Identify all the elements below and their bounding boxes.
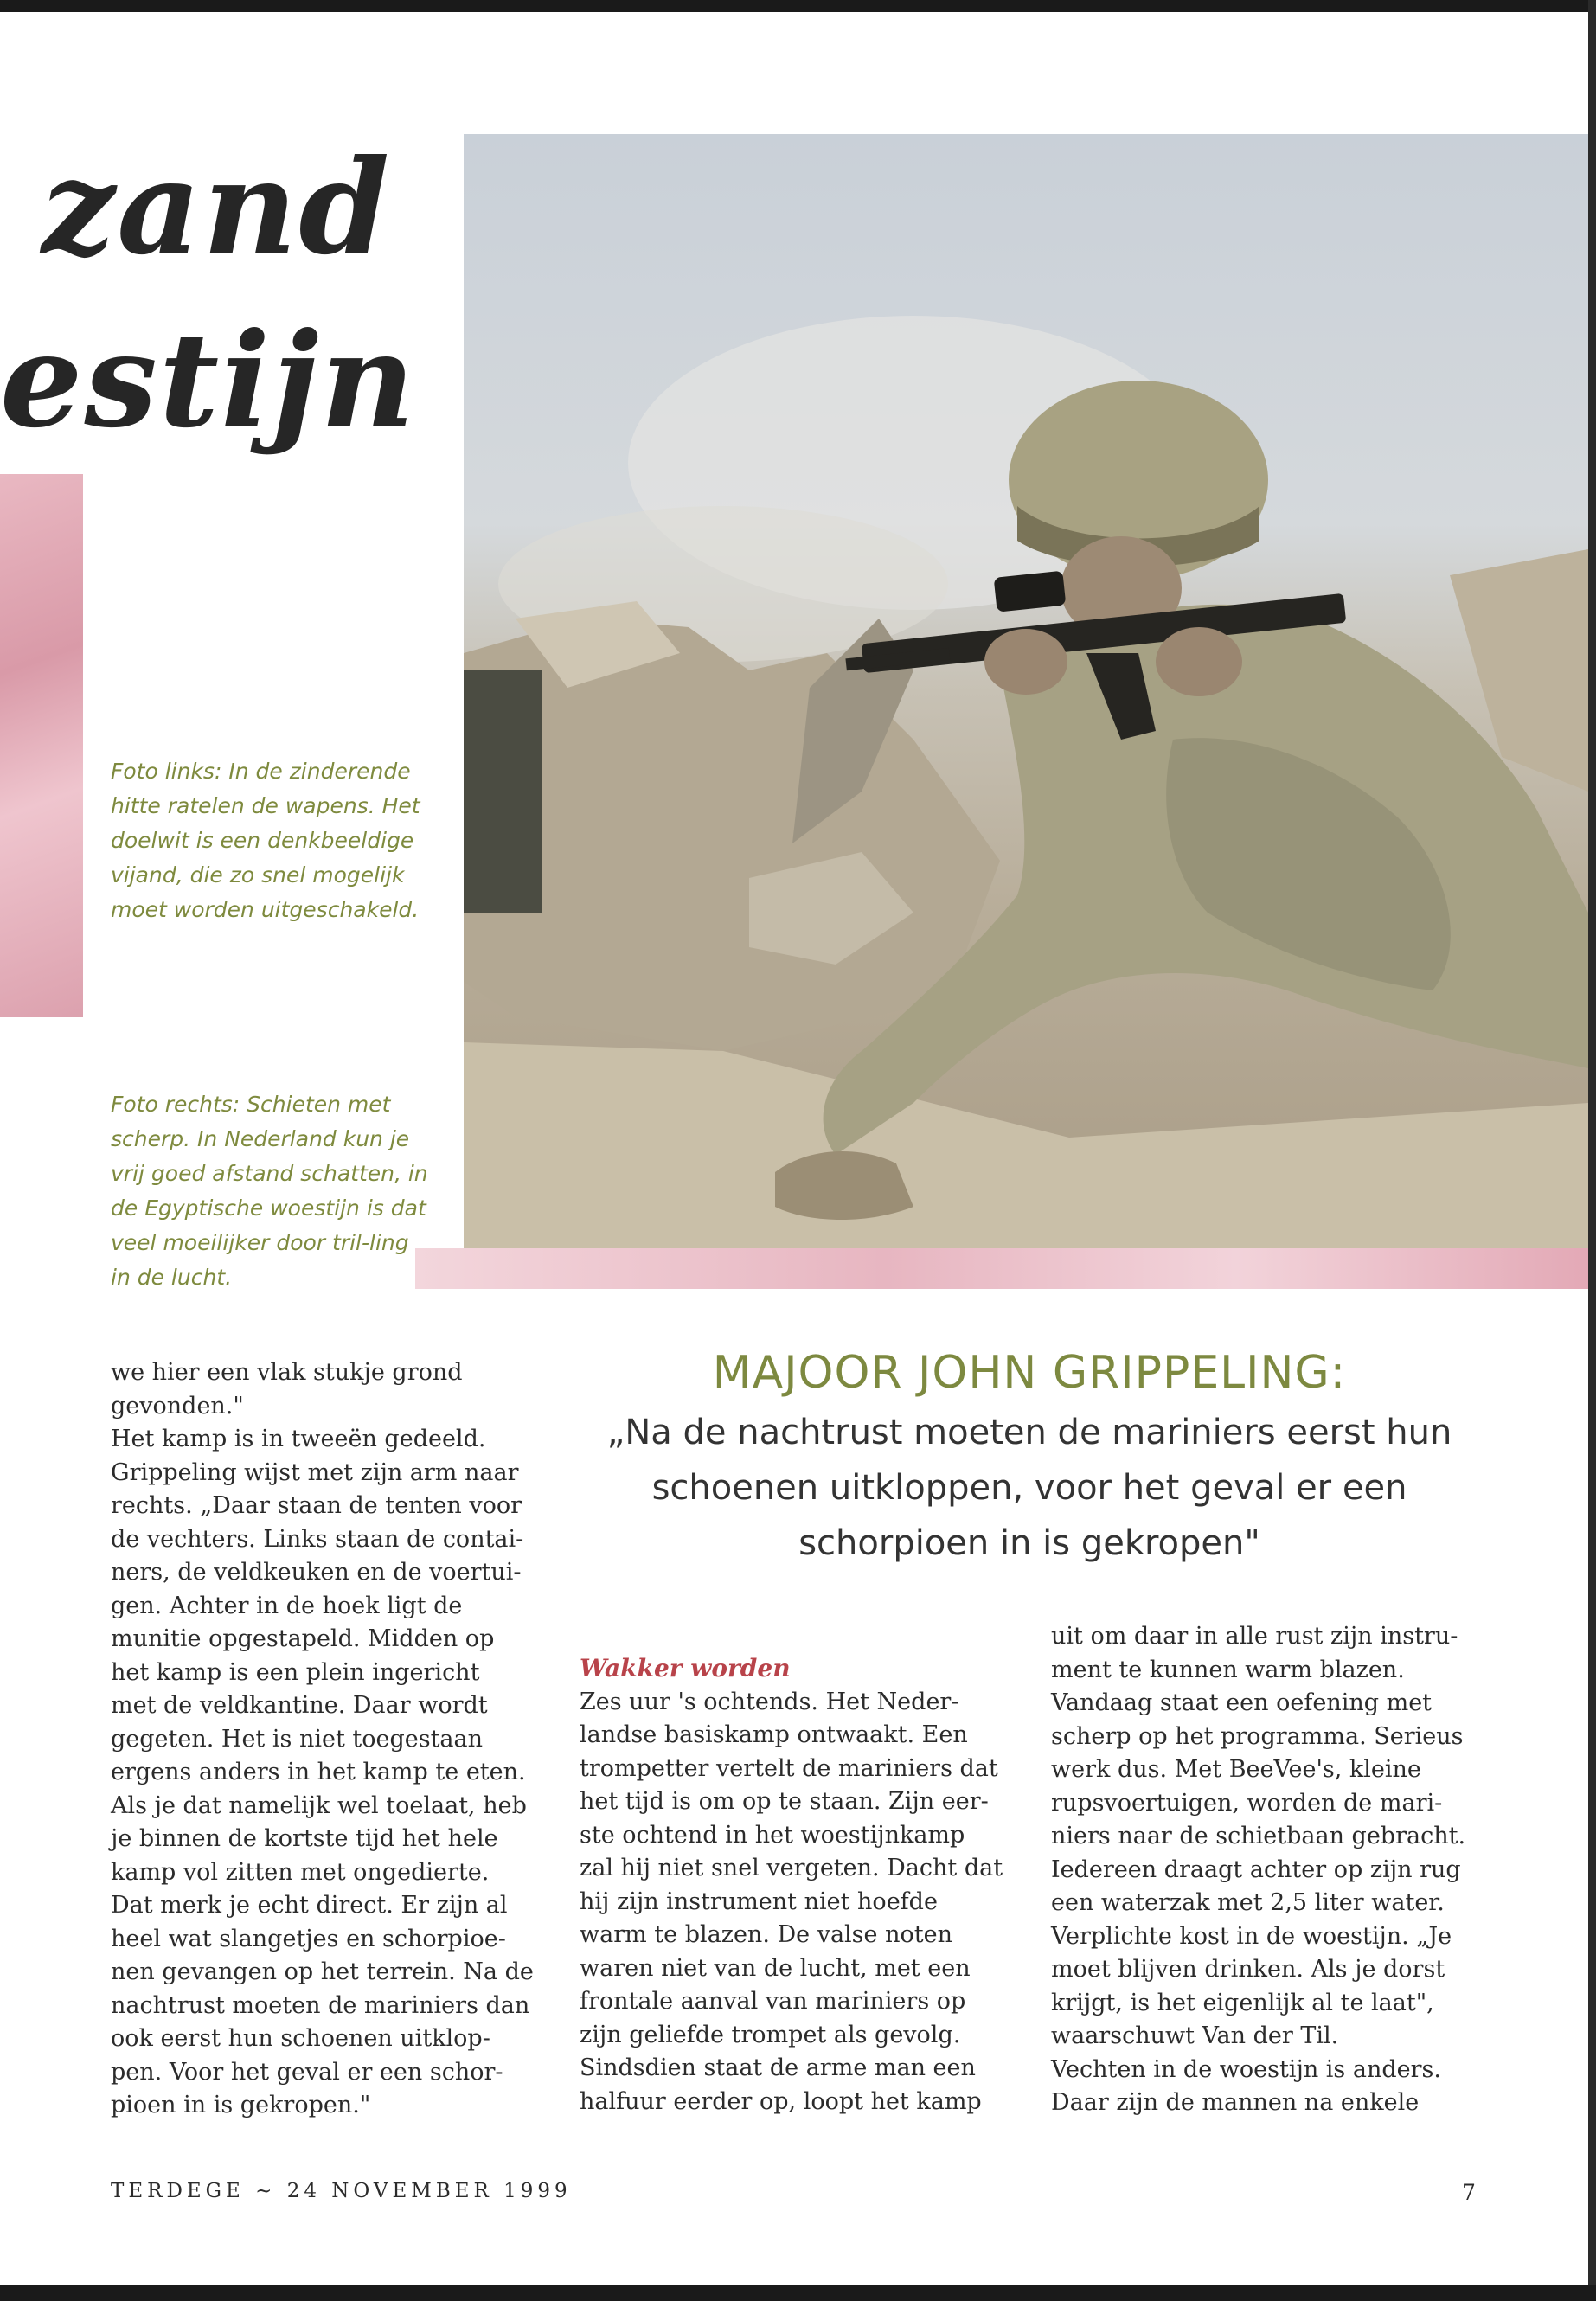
page-number: 7 <box>1462 2180 1476 2205</box>
pink-photo-fragment <box>0 474 83 1017</box>
text-line: niers naar de schietbaan gebracht. <box>1051 1823 1466 1849</box>
page-border-top <box>0 0 1596 12</box>
rifle-sight <box>994 571 1067 612</box>
text-line: ook eerst hun schoenen uitklop- <box>111 2025 490 2052</box>
text-line: krijgt, is het eigenlijk al te laat", <box>1051 1989 1434 2016</box>
text-line: pioen in is gekropen." <box>111 2092 371 2118</box>
body-column-2 <box>580 1652 1012 2118</box>
text-line: Vandaag staat een oefening met <box>1051 1689 1433 1716</box>
text-line: de vechters. Links staan de contai- <box>111 1525 524 1553</box>
text-line: ment te kunnen warm blazen. <box>1051 1656 1405 1683</box>
text-line: warm te blazen. De valse noten <box>580 1921 952 1948</box>
text-line: gen. Achter in de hoek ligt de <box>111 1592 463 1619</box>
text-line: ste ochtend in het woestijnkamp <box>580 1821 965 1849</box>
soldier-illustration <box>464 134 1588 1248</box>
text-line: Verplichte kost in de woestijn. „Je <box>1051 1922 1452 1950</box>
section-subhead: Wakker worden <box>580 1654 791 1682</box>
body-column-3 <box>1051 1620 1484 2120</box>
text-line: ners, de veldkeuken en de voertui- <box>111 1559 522 1586</box>
text-line: rupsvoertuigen, worden de mari- <box>1051 1789 1443 1817</box>
headline-line-2: estijn <box>0 304 417 457</box>
text-line: waren niet van de lucht, met een <box>580 1954 971 1982</box>
text-line: nachtrust moeten de mariniers dan <box>111 1991 530 2019</box>
soldier-photo <box>464 134 1588 1248</box>
pullquote-text: „Na de nachtrust moeten de mariniers eerst hun schoenen uitkloppen, voor het geval er een schorpioen in is gekropen" <box>606 1413 1452 1563</box>
caption-left: Foto links: In de zinderende hitte ratelen de wapens. Het doelwit is een denkbeeldige vijand, die zo snel mogelijk moet worden uitgeschakeld. <box>111 759 420 922</box>
text-line: een waterzak met 2,5 liter water. <box>1051 1889 1445 1916</box>
body-column-1 <box>111 1356 543 2123</box>
text-line: met de veldkantine. Daar wordt <box>111 1692 488 1719</box>
page-border-right <box>1588 0 1596 2301</box>
text-line: Zes uur 's ochtends. Het Neder- <box>580 1688 959 1715</box>
text-line: halfuur eerder op, loopt het kamp <box>580 2087 982 2115</box>
sand-ground <box>464 1042 1588 1248</box>
text-line: zal hij niet snel vergeten. Dacht dat <box>580 1855 1003 1881</box>
text-line: trompetter vertelt de mariniers dat <box>580 1754 998 1782</box>
text-line: Sindsdien staat de arme man een <box>580 2054 976 2081</box>
text-line: Daar zijn de mannen na enkele <box>1051 2089 1420 2116</box>
text-line: pen. Voor het geval er een schor- <box>111 2058 503 2086</box>
text-line: hij zijn instrument niet hoefde <box>580 1888 938 1915</box>
text-line: moet blijven drinken. Als je dorst <box>1051 1956 1445 1983</box>
text-line: munitie opgestapeld. Midden op <box>111 1625 495 1652</box>
text-line: zijn geliefde trompet als gevolg. <box>580 2021 961 2048</box>
page-border-bottom <box>0 2285 1596 2301</box>
text-line: Als je dat namelijk wel toelaat, heb <box>111 1791 527 1819</box>
text-line: werk dus. Met BeeVee's, kleine <box>1051 1756 1421 1783</box>
text-line: heel wat slangetjes en schorpioe- <box>111 1925 506 1952</box>
text-line: we hier een vlak stukje grond <box>111 1359 463 1386</box>
text-line: gegeten. Het is niet toegestaan <box>111 1725 484 1753</box>
text-line: je binnen de kortste tijd het hele <box>111 1825 498 1852</box>
headline-line-1: zand <box>42 131 392 284</box>
pink-photo-strip <box>415 1248 1588 1289</box>
ammo-box <box>464 670 542 913</box>
footer-publication: TERDEGE ~ 24 NOVEMBER 1999 <box>111 2180 572 2202</box>
text-line: waarschuwt Van der Til. <box>1051 2022 1339 2049</box>
text-line: gevonden." <box>111 1392 244 1420</box>
text-line: Iedereen draagt achter op zijn rug <box>1051 1856 1461 1883</box>
pullquote <box>554 1341 1505 1571</box>
rock-pile <box>464 619 1000 1051</box>
soldier-hand-left <box>984 629 1067 695</box>
text-line: nen gevangen op het terrein. Na de <box>111 1958 534 1985</box>
text-line: Grippeling wijst met zijn arm naar <box>111 1458 519 1486</box>
text-line: uit om daar in alle rust zijn instru- <box>1051 1623 1458 1650</box>
text-line: Dat merk je echt direct. Er zijn al <box>111 1892 508 1919</box>
text-line: ergens anders in het kamp te eten. <box>111 1759 526 1785</box>
text-line: landse basiskamp ontwaakt. Een <box>580 1721 968 1748</box>
text-line: frontale aanval van mariniers op <box>580 1988 966 2015</box>
text-line: scherp op het programma. Serieus <box>1051 1722 1464 1750</box>
text-line: kamp vol zitten met ongedierte. <box>111 1858 490 1886</box>
text-line: Het kamp is in tweeën gedeeld. <box>111 1426 486 1452</box>
text-line: rechts. „Daar staan de tenten voor <box>111 1492 522 1519</box>
text-line: het kamp is een plein ingericht <box>111 1658 480 1686</box>
caption-right: Foto rechts: Schieten met scherp. In Nederland kun je vrij goed afstand schatten, in de Egyptische woestijn is dat veel moeilijker door tril-ling in de lucht. <box>111 1092 428 1290</box>
text-line: het tijd is om op te staan. Zijn eer- <box>580 1788 989 1815</box>
pullquote-name: MAJOOR JOHN GRIPPELING: <box>712 1347 1347 1399</box>
text-line: Vechten in de woestijn is anders. <box>1051 2055 1441 2083</box>
soldier-hand-right <box>1156 627 1242 696</box>
